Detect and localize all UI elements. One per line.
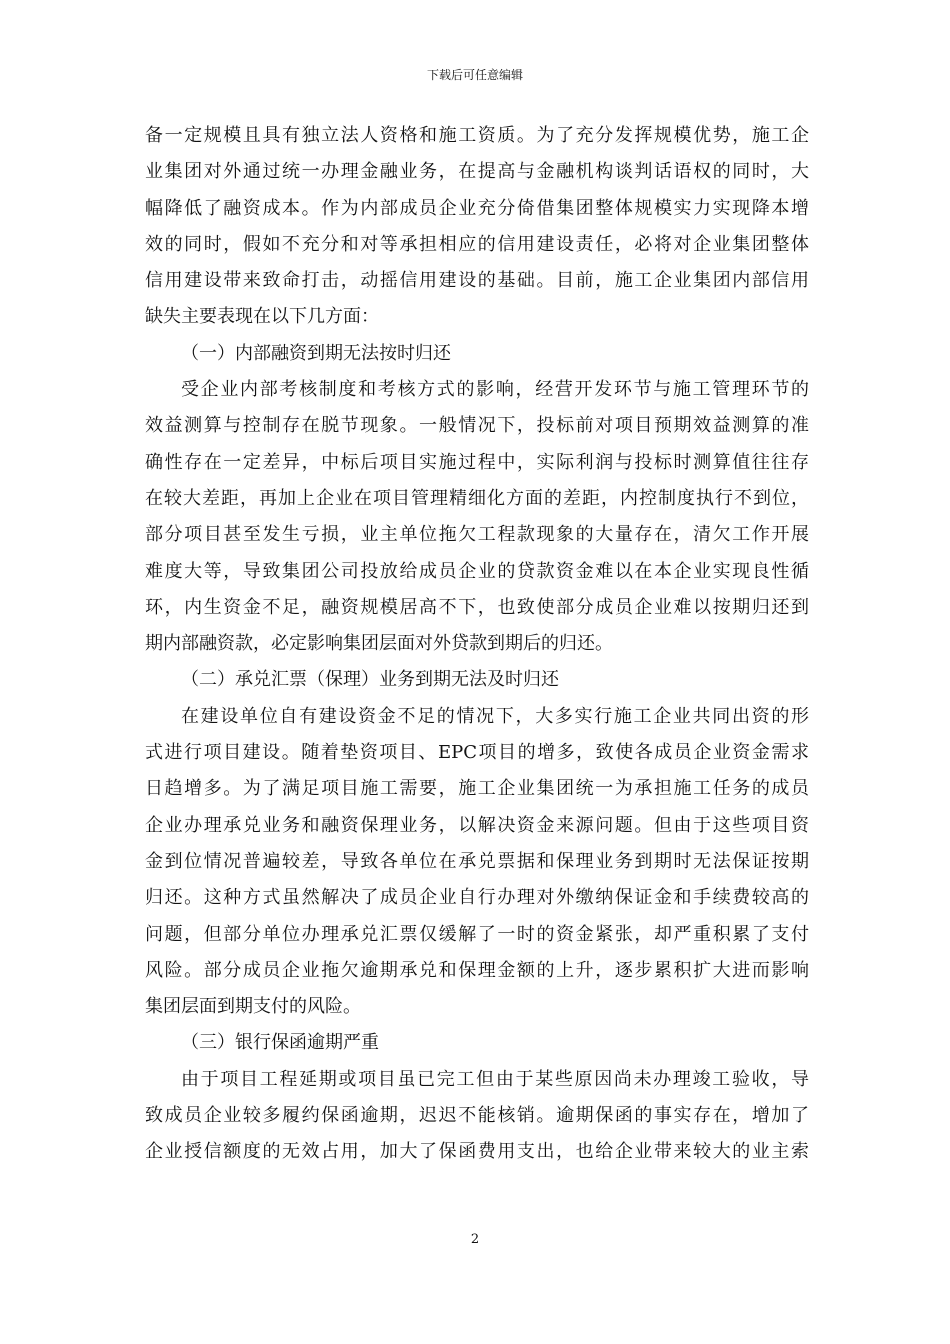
text-line: 期内部融资款，必定影响集团层面对外贷款到期后的归还。 [145, 633, 613, 655]
text-line: 备一定规模且具有独立法人资格和施工资质。为了充分发挥规模优势，施工企 [145, 125, 809, 146]
text-line: 在建设单位自有建设资金不足的情况下，大多实行施工企业共同出资的形 [181, 705, 809, 727]
text-line: 企业办理承兑业务和融资保理业务，以解决资金来源问题。但由于这些项目资 [145, 814, 809, 836]
section-heading: （一）内部融资到期无法按时归还 [181, 342, 451, 364]
text-line: 集团层面到期支付的风险。 [145, 996, 361, 1018]
section-heading: （三）银行保函逾期严重 [181, 1032, 379, 1054]
text-line: 日趋增多。为了满足项目施工需要，施工企业集团统一为承担施工任务的成员 [145, 778, 809, 800]
text-line: 环，内生资金不足，融资规模居高不下，也致使部分成员企业难以按期归还到 [145, 596, 809, 618]
text-line: 受企业内部考核制度和考核方式的影响，经营开发环节与施工管理环节的 [181, 379, 809, 401]
text-line: 缺失主要表现在以下几方面： [145, 306, 379, 328]
document-body [145, 118, 809, 1171]
page-header-note: 下载后可任意编辑 [426, 68, 523, 82]
text-line: 问题，但部分单位办理承兑汇票仅缓解了一时的资金紧张，却严重积累了支付 [145, 923, 809, 945]
text-line: 确性存在一定差异，中标后项目实施过程中，实际利润与投标时测算值往往存 [145, 451, 809, 473]
text-line: 在较大差距，再加上企业在项目管理精细化方面的差距，内控制度执行不到位， [145, 487, 809, 509]
text-line: 效的同时，假如不充分和对等承担相应的信用建设责任，必将对企业集团整体 [145, 233, 809, 255]
text-line: 部分项目甚至发生亏损，业主单位拖欠工程款现象的大量存在，清欠工作开展 [145, 524, 809, 546]
text-line: 信用建设带来致命打击，动摇信用建设的基础。目前，施工企业集团内部信用 [145, 270, 809, 292]
text-line: 归还。这种方式虽然解决了成员企业自行办理对外缴纳保证金和手续费较高的 [145, 887, 809, 909]
text-line: 金到位情况普遍较差，导致各单位在承兑票据和保理业务到期时无法保证按期 [145, 850, 809, 872]
section-heading: （二）承兑汇票（保理）业务到期无法及时归还 [181, 669, 559, 691]
text-line: 效益测算与控制存在脱节现象。一般情况下，投标前对项目预期效益测算的准 [145, 415, 809, 437]
text-line: 难度大等，导致集团公司投放给成员企业的贷款资金难以在本企业实现良性循 [145, 560, 809, 582]
text-line: 风险。部分成员企业拖欠逾期承兑和保理金额的上升，逐步累积扩大进而影响 [145, 959, 809, 981]
text-line: 幅降低了融资成本。作为内部成员企业充分倚借集团整体规模实力实现降本增 [145, 197, 809, 219]
text-line: 由于项目工程延期或项目虽已完工但由于某些原因尚未办理竣工验收，导 [181, 1068, 809, 1090]
text-line: 企业授信额度的无效占用，加大了保函费用支出，也给企业带来较大的业主索 [145, 1141, 809, 1163]
text-line: 式进行项目建设。随着垫资项目、EPC项目的增多，致使各成员企业资金需求 [145, 742, 809, 764]
page-number: 2 [470, 1232, 480, 1247]
text-line: 业集团对外通过统一办理金融业务，在提高与金融机构谈判话语权的同时，大 [145, 161, 809, 183]
text-line: 致成员企业较多履约保函逾期，迟迟不能核销。逾期保函的事实存在，增加了 [145, 1105, 809, 1127]
